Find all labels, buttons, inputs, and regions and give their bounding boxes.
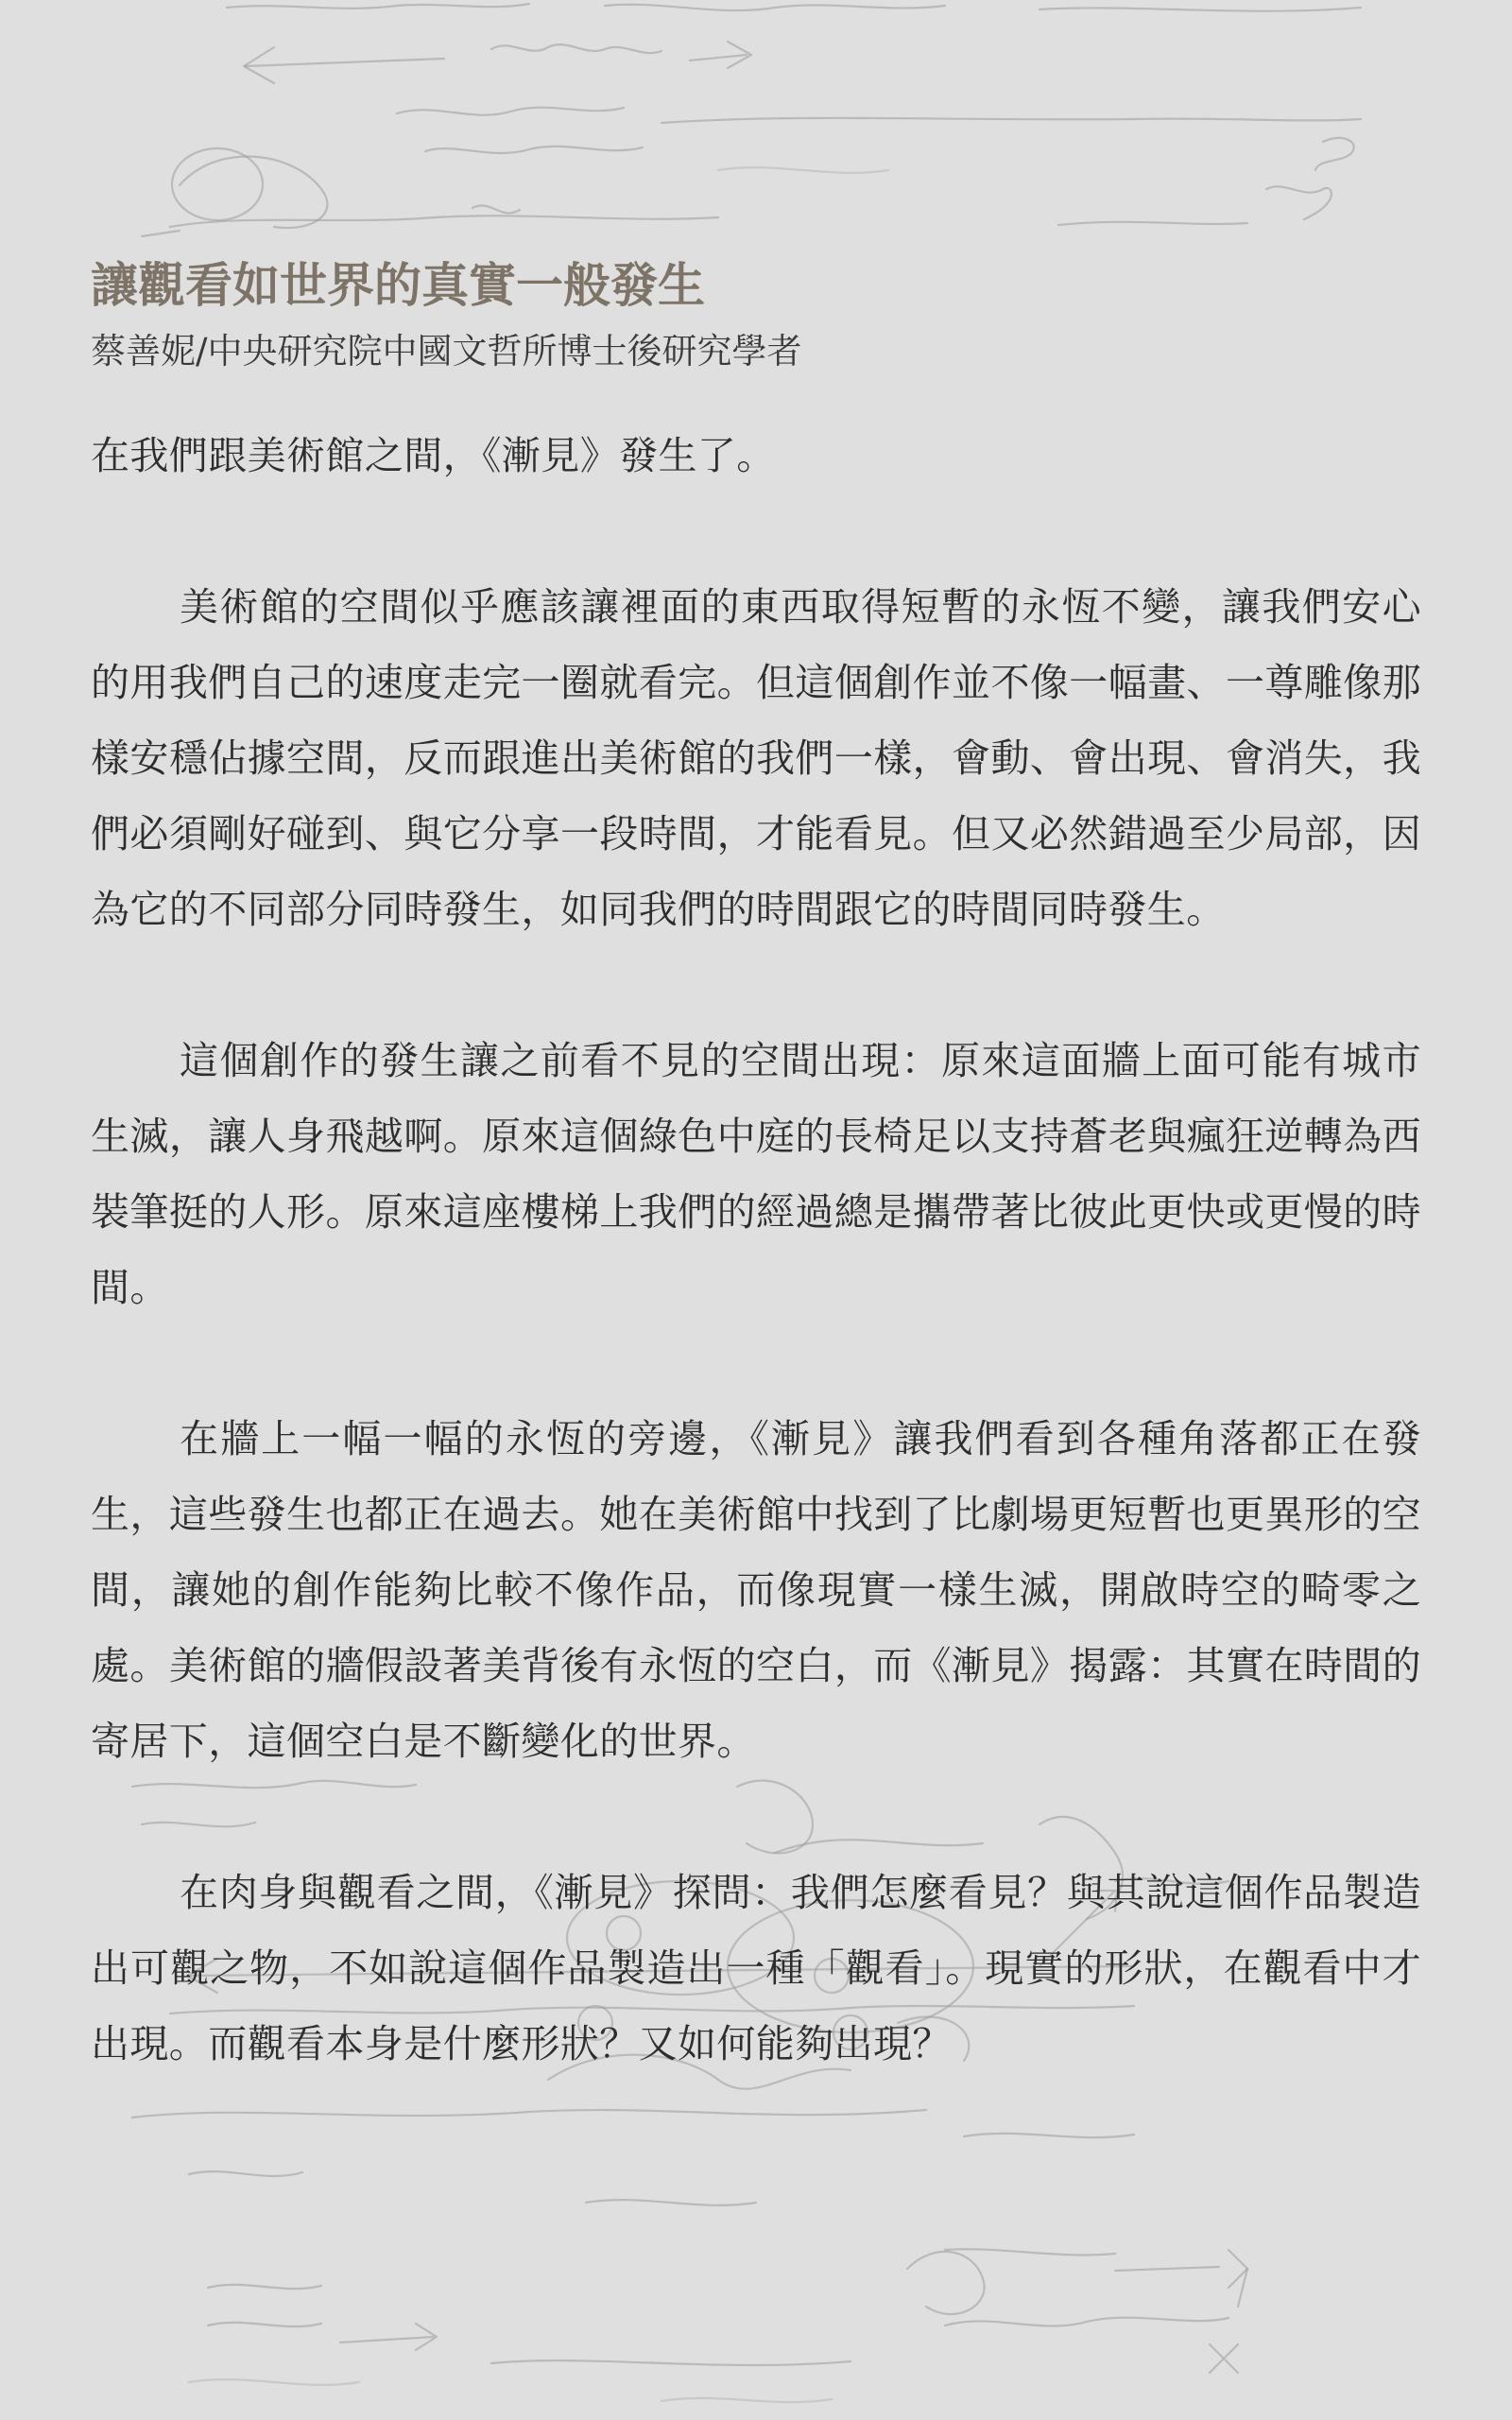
essay-title: 讓觀看如世界的真實一般發生	[91, 258, 705, 313]
essay-paragraph-2: 美術館的空間似乎應該讓裡面的東西取得短暫的永恆不變，讓我們安心的用我們自己的速度走完一圈就看完。但這個創作並不像一幅畫、一尊雕像那樣安穩佔據空間，反而跟進出美術館的我們一樣，會動、會出現、會消失，我們必須剛好碰到、與它分享一段時間，才能看見。但又必然錯過至少局部，因為它的不同部分同時發生，如同我們的時間跟它的時間同時發生。	[91, 584, 1421, 932]
essay-paragraph-1: 在我們跟美術館之間，《漸見》發生了。	[91, 433, 776, 478]
sketch-top-cluster	[142, 4, 1361, 236]
essay-article	[91, 248, 1421, 2157]
essay-paragraph-3: 這個創作的發生讓之前看不見的空間出現：原來這面牆上面可能有城市生滅，讓人身飛越啊。原來這個綠色中庭的長椅足以支持蒼老與瘋狂逆轉為西裝筆挺的人形。原來這座樓梯上我們的經過總是攜帶著比彼此更快或更慢的時間。	[91, 1038, 1421, 1310]
essay-paragraph-4: 在牆上一幅一幅的永恆的旁邊，《漸見》讓我們看到各種角落都正在發生，這些發生也都正在過去。她在美術館中找到了比劇場更短暫也更異形的空間，讓她的創作能夠比較不像作品，而像現實一樣生滅，開啟時空的畸零之處。美術館的牆假設著美背後有永恆的空白，而《漸見》揭露：其實在時間的寄居下，這個空白是不斷變化的世界。	[91, 1416, 1421, 1764]
essay-paragraph-5: 在肉身與觀看之間，《漸見》探問：我們怎麼看見？與其說這個作品製造出可觀之物，不如說這個作品製造出一種「觀看」。現實的形狀，在觀看中才出現。而觀看本身是什麼形狀？又如何能夠出現？	[91, 1870, 1421, 2066]
author-byline: 蔡善妮/中央研究院中國文哲所博士後研究學者	[91, 331, 802, 372]
